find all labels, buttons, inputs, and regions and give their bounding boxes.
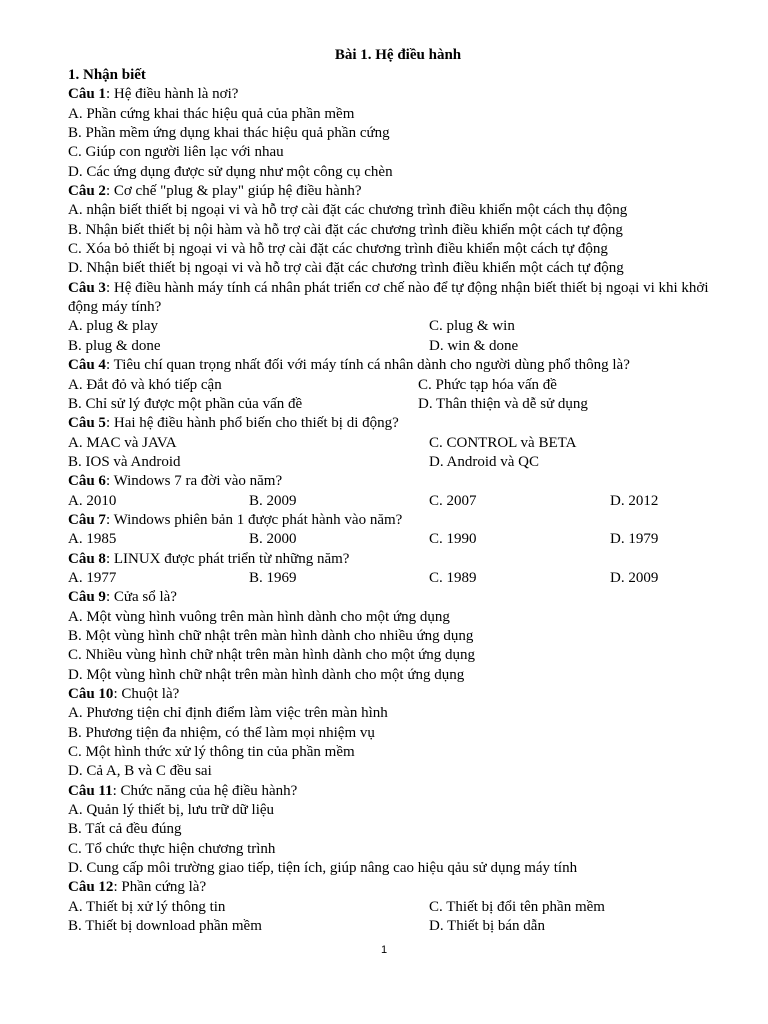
q8-option-d: D. 2009 [610,569,659,586]
q4-option-c: C. Phức tạp hóa vấn đề [418,376,557,393]
q8-option-c: C. 1989 [429,569,477,586]
q3-option-a: A. plug & play [68,318,158,335]
q1-option-c: C. Giúp con người liên lạc với nhau [68,144,284,161]
q8-option-b: B. 1969 [249,569,297,586]
q12-options-row-1 [68,898,728,917]
q7-option-c: C. 1990 [429,531,477,548]
q6-option-d: D. 2012 [610,492,659,509]
q4-option-d: D. Thân thiện và dễ sử dụng [418,395,588,412]
q6-option-b: B. 2009 [249,492,297,509]
q2-option-d: D. Nhận biết thiết bị ngoại vi và hỗ trợ cài đặt các chương trình điều khiển một cách tự động [68,260,624,277]
q12-options-row-2 [68,917,728,936]
q12-option-d: D. Thiết bị bán dẫn [429,918,545,935]
q1-option-b: B. Phần mềm ứng dụng khai thác hiệu quả phần cứng [68,125,390,142]
q3-option-d: D. win & done [429,337,519,354]
question-3: Câu 3: Hệ điều hành máy tính cá nhân phát triển cơ chế nào để tự động nhận biết thiết bị ngoại vi khi khởi động máy tính? [68,279,709,316]
page-number: 1 [380,944,388,956]
question-12: Câu 12: Phần cứng là? [68,879,207,896]
q9-option-c: C. Nhiều vùng hình chữ nhật trên màn hình dành cho một ứng dụng [68,647,476,664]
question-6: Câu 6: Windows 7 ra đời vào năm? [68,473,283,490]
q4-option-a: A. Đắt đỏ và khó tiếp cận [68,376,222,393]
q12-option-a: A. Thiết bị xử lý thông tin [68,898,226,915]
q5-option-a: A. MAC và JAVA [68,434,177,451]
q12-option-c: C. Thiết bị đổi tên phần mềm [429,898,605,915]
question-5: Câu 5: Hai hệ điều hành phổ biến cho thiết bị di động? [68,415,399,432]
q7-option-a: A. 1985 [68,531,117,548]
q7-options-row [68,530,728,549]
q10-option-a: A. Phương tiện chỉ định điểm làm việc trên màn hình [68,705,388,722]
q11-option-c: C. Tổ chức thực hiện chương trình [68,840,276,857]
q2-option-b: B. Nhận biết thiết bị nội hàm và hỗ trợ cài đặt các chương trình điều khiển một cách tự động [68,221,623,238]
q2-option-c: C. Xóa bỏ thiết bị ngoại vi và hỗ trợ cài đặt các chương trình điều khiển một cách tự động [68,241,608,258]
q5-option-b: B. IOS và Android [68,453,181,470]
q8-options-row [68,569,728,588]
q4-option-b: B. Chỉ sử lý được một phần của vấn đề [68,395,303,412]
question-1: Câu 1: Hệ điều hành là nơi? [68,86,239,103]
q5-option-c: C. CONTROL và BETA [429,434,577,451]
q4-options-row-2 [68,395,728,414]
q10-option-d: D. Cả A, B và C đều sai [68,763,212,780]
question-10: Câu 10: Chuột là? [68,686,180,702]
q12-option-b: B. Thiết bị download phần mềm [68,918,262,935]
q6-option-c: C. 2007 [429,492,477,509]
q8-option-a: A. 1977 [68,569,117,586]
q2-option-a: A. nhận biết thiết bị ngoại vi và hỗ trợ cài đặt các chương trình điều khiển một cách thụ động [68,202,628,219]
q7-option-b: B. 2000 [249,531,297,548]
q11-option-b: B. Tất cả đều đúng [68,821,182,838]
q3-option-b: B. plug & done [68,337,161,354]
q10-option-b: B. Phương tiện đa nhiệm, có thể làm mọi nhiệm vụ [68,724,375,741]
q1-option-d: D. Các ứng dụng được sử dụng như một công cụ chèn [68,163,393,180]
q1-option-a: A. Phần cứng khai thác hiệu quả của phần mềm [68,105,355,122]
question-11: Câu 11: Chức năng của hệ điều hành? [68,782,298,799]
q6-options-row [68,492,728,511]
q7-option-d: D. 1979 [610,531,659,548]
document-title: Bài 1. Hệ điều hành [334,47,462,63]
question-7: Câu 7: Windows phiên bản 1 được phát hành vào năm? [68,511,403,528]
q5-options-row-1 [68,434,728,453]
q9-option-b: B. Một vùng hình chữ nhật trên màn hình dành cho nhiều ứng dụng [68,627,474,644]
question-9: Câu 9: Cửa sổ là? [68,589,177,606]
q9-option-d: D. Một vùng hình chữ nhật trên màn hình dành cho một ứng dụng [68,666,465,683]
q6-option-a: A. 2010 [68,492,117,509]
question-8: Câu 8: LINUX được phát triển từ những năm? [68,550,350,567]
q11-option-d: D. Cung cấp môi trường giao tiếp, tiện ích, giúp nâng cao hiệu qảu sử dụng máy tính [68,860,578,877]
q10-option-c: C. Một hình thức xử lý thông tin của phần mềm [68,744,355,761]
q3-option-c: C. plug & win [429,318,515,335]
q4-options-row-1 [68,376,728,395]
q5-options-row-2 [68,453,728,472]
section-heading: 1. Nhận biết [68,67,146,83]
q9-option-a: A. Một vùng hình vuông trên màn hình dành cho một ứng dụng [68,608,450,625]
document-page [68,46,728,936]
question-2: Câu 2: Cơ chế "plug & play" giúp hệ điều hành? [68,183,362,200]
q11-option-a: A. Quản lý thiết bị, lưu trữ dữ liệu [68,802,275,819]
q3-options-row-2 [68,337,728,356]
q3-options-row-1 [68,317,728,336]
q5-option-d: D. Android và QC [429,453,539,470]
question-4: Câu 4: Tiêu chí quan trọng nhất đối với máy tính cá nhân dành cho người dùng phổ thông là? [68,357,630,374]
